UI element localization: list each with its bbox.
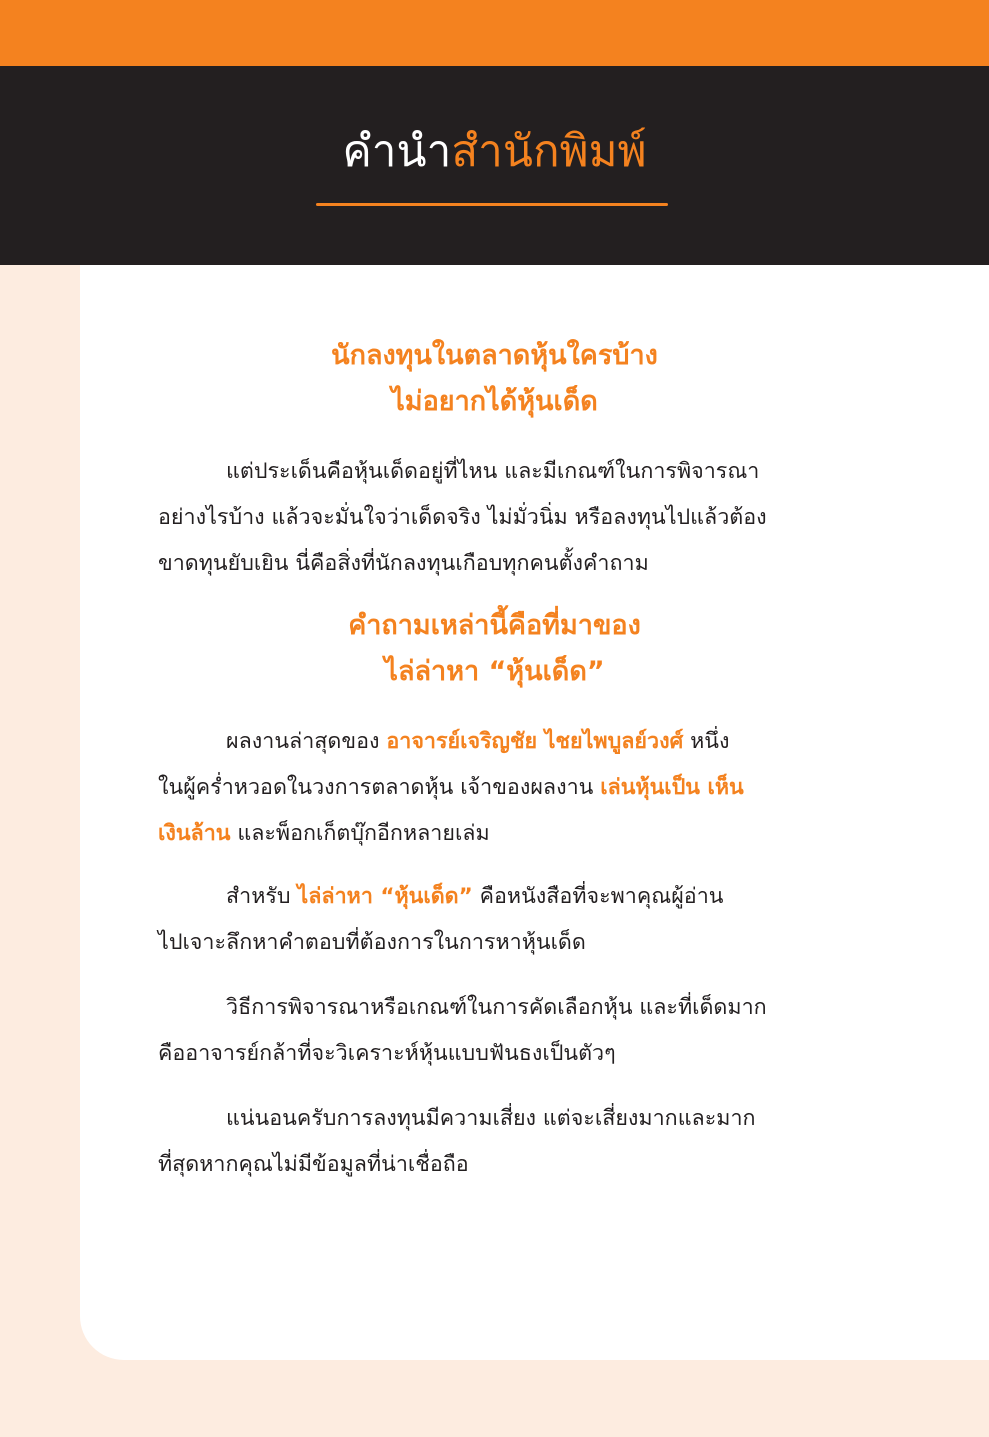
- paragraph-2: [158, 719, 826, 857]
- paragraph-2-line1: [158, 719, 826, 765]
- page-title-part1: คำนำ: [342, 126, 452, 177]
- section-heading-2-line2: ไล่ล่าหา “หุ้นเด็ด”: [384, 656, 605, 687]
- section-heading-1-line1: นักลงทุนในตลาดหุ้นใครบ้าง: [331, 340, 658, 371]
- paragraph-4-line1: วิธีการพิจารณาหรือเกณฑ์ในการคัดเลือกหุ้น และที่เด็ดมาก: [226, 995, 767, 1020]
- this-book-title: ไล่ล่าหา “หุ้นเด็ด”: [297, 884, 473, 909]
- paragraph-3-line2: ไปเจาะลึกหาคำตอบที่ต้องการในการหาหุ้นเด็ด: [158, 930, 586, 955]
- author-name: อาจารย์เจริญชัย ไชยไพบูลย์วงศ์: [386, 729, 684, 754]
- paragraph-5-line2: ที่สุดหากคุณไม่มีข้อมูลที่น่าเชื่อถือ: [158, 1152, 469, 1177]
- book-title-part2: เงินล้าน: [158, 821, 231, 846]
- paragraph-4: [158, 985, 826, 1077]
- paragraph-3-line1: [158, 874, 826, 920]
- paragraph-2-line2: [158, 765, 826, 811]
- paragraph-5-line1: แน่นอนครับการลงทุนมีความเสี่ยง แต่จะเสี่ยงมากและมาก: [226, 1106, 756, 1131]
- page-title-part2: สำนักพิมพ์: [451, 126, 647, 177]
- paragraph-1-line2: อย่างไรบ้าง แล้วจะมั่นใจว่าเด็ดจริง ไม่มั่วนิ่ม หรือลงทุนไปแล้วต้อง: [158, 505, 767, 530]
- paragraph-1-line3: ขาดทุนยับเยิน นี่คือสิ่งที่นักลงทุนเกือบทุกคนตั้งคำถาม: [158, 551, 649, 576]
- page-title: [0, 122, 989, 182]
- paragraph-3-l1-text-a: สำหรับ: [226, 884, 298, 909]
- paragraph-4-line2: คืออาจารย์กล้าที่จะวิเคราะห์หุ้นแบบฟันธงเป็นตัวๆ: [158, 1041, 616, 1066]
- section-heading-1-line2: ไม่อยากได้หุ้นเด็ด: [391, 386, 598, 417]
- paragraph-2-l3-text-b: และพ็อกเก็ตบุ๊กอีกหลายเล่ม: [230, 821, 490, 846]
- paragraph-2-l1-text-a: ผลงานล่าสุดของ: [226, 729, 387, 754]
- paragraph-2-l2-text-a: ในผู้คร่ำหวอดในวงการตลาดหุ้น เจ้าของผลงาน: [158, 775, 601, 800]
- paragraph-2-line3: [158, 811, 826, 857]
- book-title-part1: เล่นหุ้นเป็น เห็น: [600, 775, 744, 800]
- paragraph-2-l1-text-b: หนึ่ง: [683, 729, 730, 754]
- paragraph-1: [158, 449, 826, 587]
- title-underline: [316, 203, 668, 206]
- top-accent-bar: [0, 0, 989, 66]
- paragraph-5: [158, 1096, 826, 1188]
- section-heading-2-line1: คำถามเหล่านี้คือที่มาของ: [348, 610, 641, 641]
- paragraph-3: [158, 874, 826, 966]
- paragraph-3-l1-text-b: คือหนังสือที่จะพาคุณผู้อ่าน: [472, 884, 724, 909]
- paragraph-1-line1: แต่ประเด็นคือหุ้นเด็ดอยู่ที่ไหน และมีเกณฑ์ในการพิจารณา: [226, 459, 760, 484]
